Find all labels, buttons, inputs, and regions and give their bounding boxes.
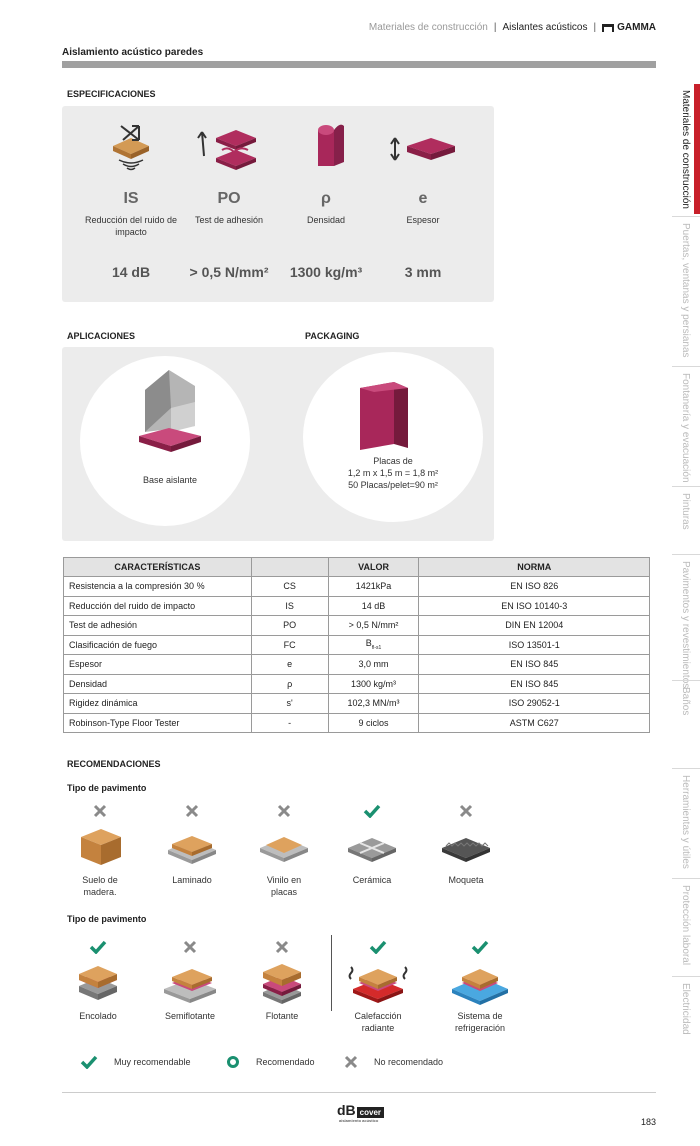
legend-very-recommended [80, 1055, 191, 1069]
carpet-icon [438, 826, 494, 866]
sidebar-tab-label: Fontanería y evacuación [680, 373, 691, 483]
table-cell: ISO 13501-1 [419, 635, 650, 655]
floor-label: Laminado [172, 875, 212, 885]
panel-sheet-icon [354, 378, 418, 459]
table-cell: 9 ciclos [328, 713, 419, 733]
table-cell: s' [251, 694, 328, 714]
sidebar-tab-label: Protección laboral [680, 885, 691, 966]
table-row [64, 616, 650, 636]
specs-heading: ESPECIFICACIONES [67, 89, 156, 99]
sidebar-tab-doors[interactable] [672, 216, 700, 366]
table-cell: Clasificación de fuego [64, 635, 252, 655]
wood-block-icon [75, 823, 125, 869]
active-tab-indicator [694, 84, 700, 214]
category-sidebar [672, 84, 700, 1076]
page-number: 183 [640, 1117, 656, 1127]
packaging-details [333, 455, 453, 491]
table-cell: Test de adhesión [64, 616, 252, 636]
sidebar-tab-label: Pavimentos y revestimientos [680, 561, 691, 689]
check-icon [369, 940, 387, 954]
glued-floor-icon [73, 960, 123, 1004]
sidebar-tab-flooring[interactable] [672, 554, 700, 689]
spec-code: IS [123, 190, 139, 207]
adhesion-icon [181, 108, 277, 188]
spec-value: 1300 kg/m³ [289, 264, 363, 280]
check-icon [363, 804, 381, 818]
sidebar-tab-bathrooms[interactable] [672, 680, 700, 768]
spec-code: e [418, 190, 428, 207]
table-cell [328, 635, 419, 655]
cross-icon [459, 804, 473, 818]
table-cell: EN ISO 826 [419, 577, 650, 597]
sidebar-tab-tools[interactable] [672, 768, 700, 878]
install-label: Calefacción radiante [354, 1011, 402, 1033]
legend-label: Recomendado [256, 1057, 315, 1067]
table-cell: CS [251, 577, 328, 597]
footer-divider [62, 1092, 656, 1093]
table-row [64, 674, 650, 694]
breadcrumb-separator: | [593, 22, 597, 33]
table-cell: Reducción del ruido de impacto [64, 596, 252, 616]
spec-code: ρ [321, 190, 331, 207]
table-header: CARACTERÍSTICAS [64, 558, 252, 577]
floor-label: Moqueta [448, 875, 484, 885]
install-cooling [434, 936, 526, 1034]
table-cell: 1421kPa [328, 577, 419, 597]
check-icon [80, 1055, 98, 1069]
breadcrumb-item[interactable]: Materiales de construcción [368, 22, 488, 33]
spec-label: Espesor [406, 215, 440, 225]
install-floating [236, 936, 328, 1022]
floating-floor-icon [257, 958, 307, 1006]
table-cell: FC [251, 635, 328, 655]
table-row [64, 655, 650, 675]
breadcrumb [369, 22, 656, 33]
characteristics-table [63, 557, 650, 733]
sidebar-tab-label: Electricidad [680, 983, 691, 1035]
table-row [64, 694, 650, 714]
table-row [64, 713, 650, 733]
table-cell: EN ISO 845 [419, 655, 650, 675]
install-label: Flotante [265, 1011, 299, 1021]
title-divider [62, 61, 656, 68]
cross-icon [275, 940, 289, 954]
spec-label: Densidad [306, 215, 346, 225]
table-cell: Robinson-Type Floor Tester [64, 713, 252, 733]
radiant-heating-icon [343, 957, 413, 1007]
packaging-line: 1,2 m x 1,5 m = 1,8 m² [347, 468, 439, 478]
semifloating-floor-icon [160, 959, 220, 1005]
house-insulation-icon [125, 362, 215, 463]
table-cell: PO [251, 616, 328, 636]
fire-class-subscript: fl-s1 [371, 645, 382, 652]
install-label: Semiflotante [164, 1011, 216, 1021]
table-cell: e [251, 655, 328, 675]
dbcover-logo [337, 1102, 384, 1123]
legend-not-recommended [344, 1055, 443, 1069]
spec-density [278, 108, 374, 280]
floor-type-title: Tipo de pavimento [67, 914, 147, 924]
page-title: Aislamiento acústico paredes [62, 47, 204, 58]
table-row [64, 635, 650, 655]
cross-icon [93, 804, 107, 818]
cooling-system-icon [448, 959, 512, 1005]
floor-label: Suelo de madera. [82, 875, 118, 897]
table-cell: 1300 kg/m³ [328, 674, 419, 694]
sidebar-tab-safety[interactable] [672, 878, 700, 976]
sidebar-tab-label: Puertas, ventanas y persianas [680, 223, 691, 358]
brand-logo [602, 22, 656, 33]
packaging-heading: PACKAGING [305, 331, 360, 341]
sidebar-tab-construction[interactable] [672, 84, 700, 216]
spec-adhesion [181, 108, 277, 280]
install-label: Encolado [79, 1011, 117, 1021]
table-cell: EN ISO 10140-3 [419, 596, 650, 616]
table-cell: Resistencia a la compresión 30 % [64, 577, 252, 597]
table-cell: Espesor [64, 655, 252, 675]
floor-label: Cerámica [352, 875, 392, 885]
cross-icon [277, 804, 291, 818]
circle-icon [226, 1055, 240, 1069]
sidebar-tab-label: Pinturas [680, 493, 691, 530]
fire-class: B [365, 638, 372, 649]
table-header: NORMA [419, 558, 650, 577]
legend-recommended [226, 1055, 315, 1069]
spec-value: 3 mm [404, 264, 442, 280]
packaging-line: 50 Placas/pelet=90 m² [348, 480, 438, 490]
application-label: Base aislante [142, 475, 198, 485]
floor-laminate [146, 800, 238, 886]
install-glued [52, 936, 144, 1022]
spec-thickness [375, 108, 471, 280]
logo-cover: cover [357, 1107, 384, 1118]
spec-value: 14 dB [111, 264, 151, 280]
table-header: VALOR [328, 558, 419, 577]
install-semifloating [144, 936, 236, 1022]
table-row [64, 577, 650, 597]
cross-icon [183, 940, 197, 954]
legend-label: No recomendado [374, 1057, 444, 1067]
ceramic-icon [344, 826, 400, 866]
breadcrumb-separator: | [493, 22, 497, 33]
floor-type-title: Tipo de pavimento [67, 783, 147, 793]
floor-carpet [420, 800, 512, 886]
spec-code: PO [217, 190, 241, 207]
roll-icon [278, 108, 374, 188]
sidebar-tab-electricity[interactable] [672, 976, 700, 1076]
sound-floor-icon [83, 108, 179, 188]
table-row [64, 596, 650, 616]
install-radiant-heating [332, 936, 424, 1034]
spec-value: > 0,5 N/mm² [189, 264, 269, 280]
table-cell: Rigidez dinámica [64, 694, 252, 714]
sidebar-tab-paints[interactable] [672, 486, 700, 554]
spec-impact [83, 108, 179, 280]
table-cell: Densidad [64, 674, 252, 694]
table-cell: EN ISO 845 [419, 674, 650, 694]
floor-wood [54, 800, 146, 898]
table-cell: 102,3 MN/m³ [328, 694, 419, 714]
floor-vinyl [238, 800, 330, 898]
table-header-row [64, 558, 650, 577]
sidebar-tab-label: Baños [680, 687, 691, 716]
install-label: Sistema de refrigeración [454, 1011, 506, 1033]
table-cell: ASTM C627 [419, 713, 650, 733]
table-cell: 3,0 mm [328, 655, 419, 675]
spec-label: Reducción del ruido de impacto [84, 215, 178, 237]
laminate-icon [164, 826, 220, 866]
spec-label: Test de adhesión [194, 215, 264, 225]
sidebar-tab-label: Herramientas y útiles [680, 775, 691, 869]
table-cell: ρ [251, 674, 328, 694]
table-header [251, 558, 328, 577]
brand-mark-icon [602, 24, 614, 32]
sidebar-tab-label: Materiales de construcción [680, 90, 691, 209]
logo-tagline: aislamiento acústico [339, 1118, 379, 1123]
thickness-icon [375, 108, 471, 188]
legend-label: Muy recomendable [114, 1057, 191, 1067]
floor-label: Vinilo en placas [266, 875, 302, 897]
sidebar-tab-plumbing[interactable] [672, 366, 700, 486]
table-cell: - [251, 713, 328, 733]
table-cell: > 0,5 N/mm² [328, 616, 419, 636]
recommendations-heading: RECOMENDACIONES [67, 759, 161, 769]
check-icon [471, 940, 489, 954]
packaging-line: Placas de [373, 456, 413, 466]
table-cell: 14 dB [328, 596, 419, 616]
floor-ceramic [326, 800, 418, 886]
cross-icon [185, 804, 199, 818]
table-cell: IS [251, 596, 328, 616]
brand-name: GAMMA [617, 22, 656, 33]
logo-db: dB [337, 1102, 356, 1118]
check-icon [89, 940, 107, 954]
breadcrumb-current[interactable]: Aislantes acústicos [502, 22, 588, 33]
table-cell: DIN EN 12004 [419, 616, 650, 636]
vinyl-icon [256, 826, 312, 866]
applications-heading: APLICACIONES [67, 331, 136, 341]
cross-icon [344, 1055, 358, 1069]
table-cell: ISO 29052-1 [419, 694, 650, 714]
